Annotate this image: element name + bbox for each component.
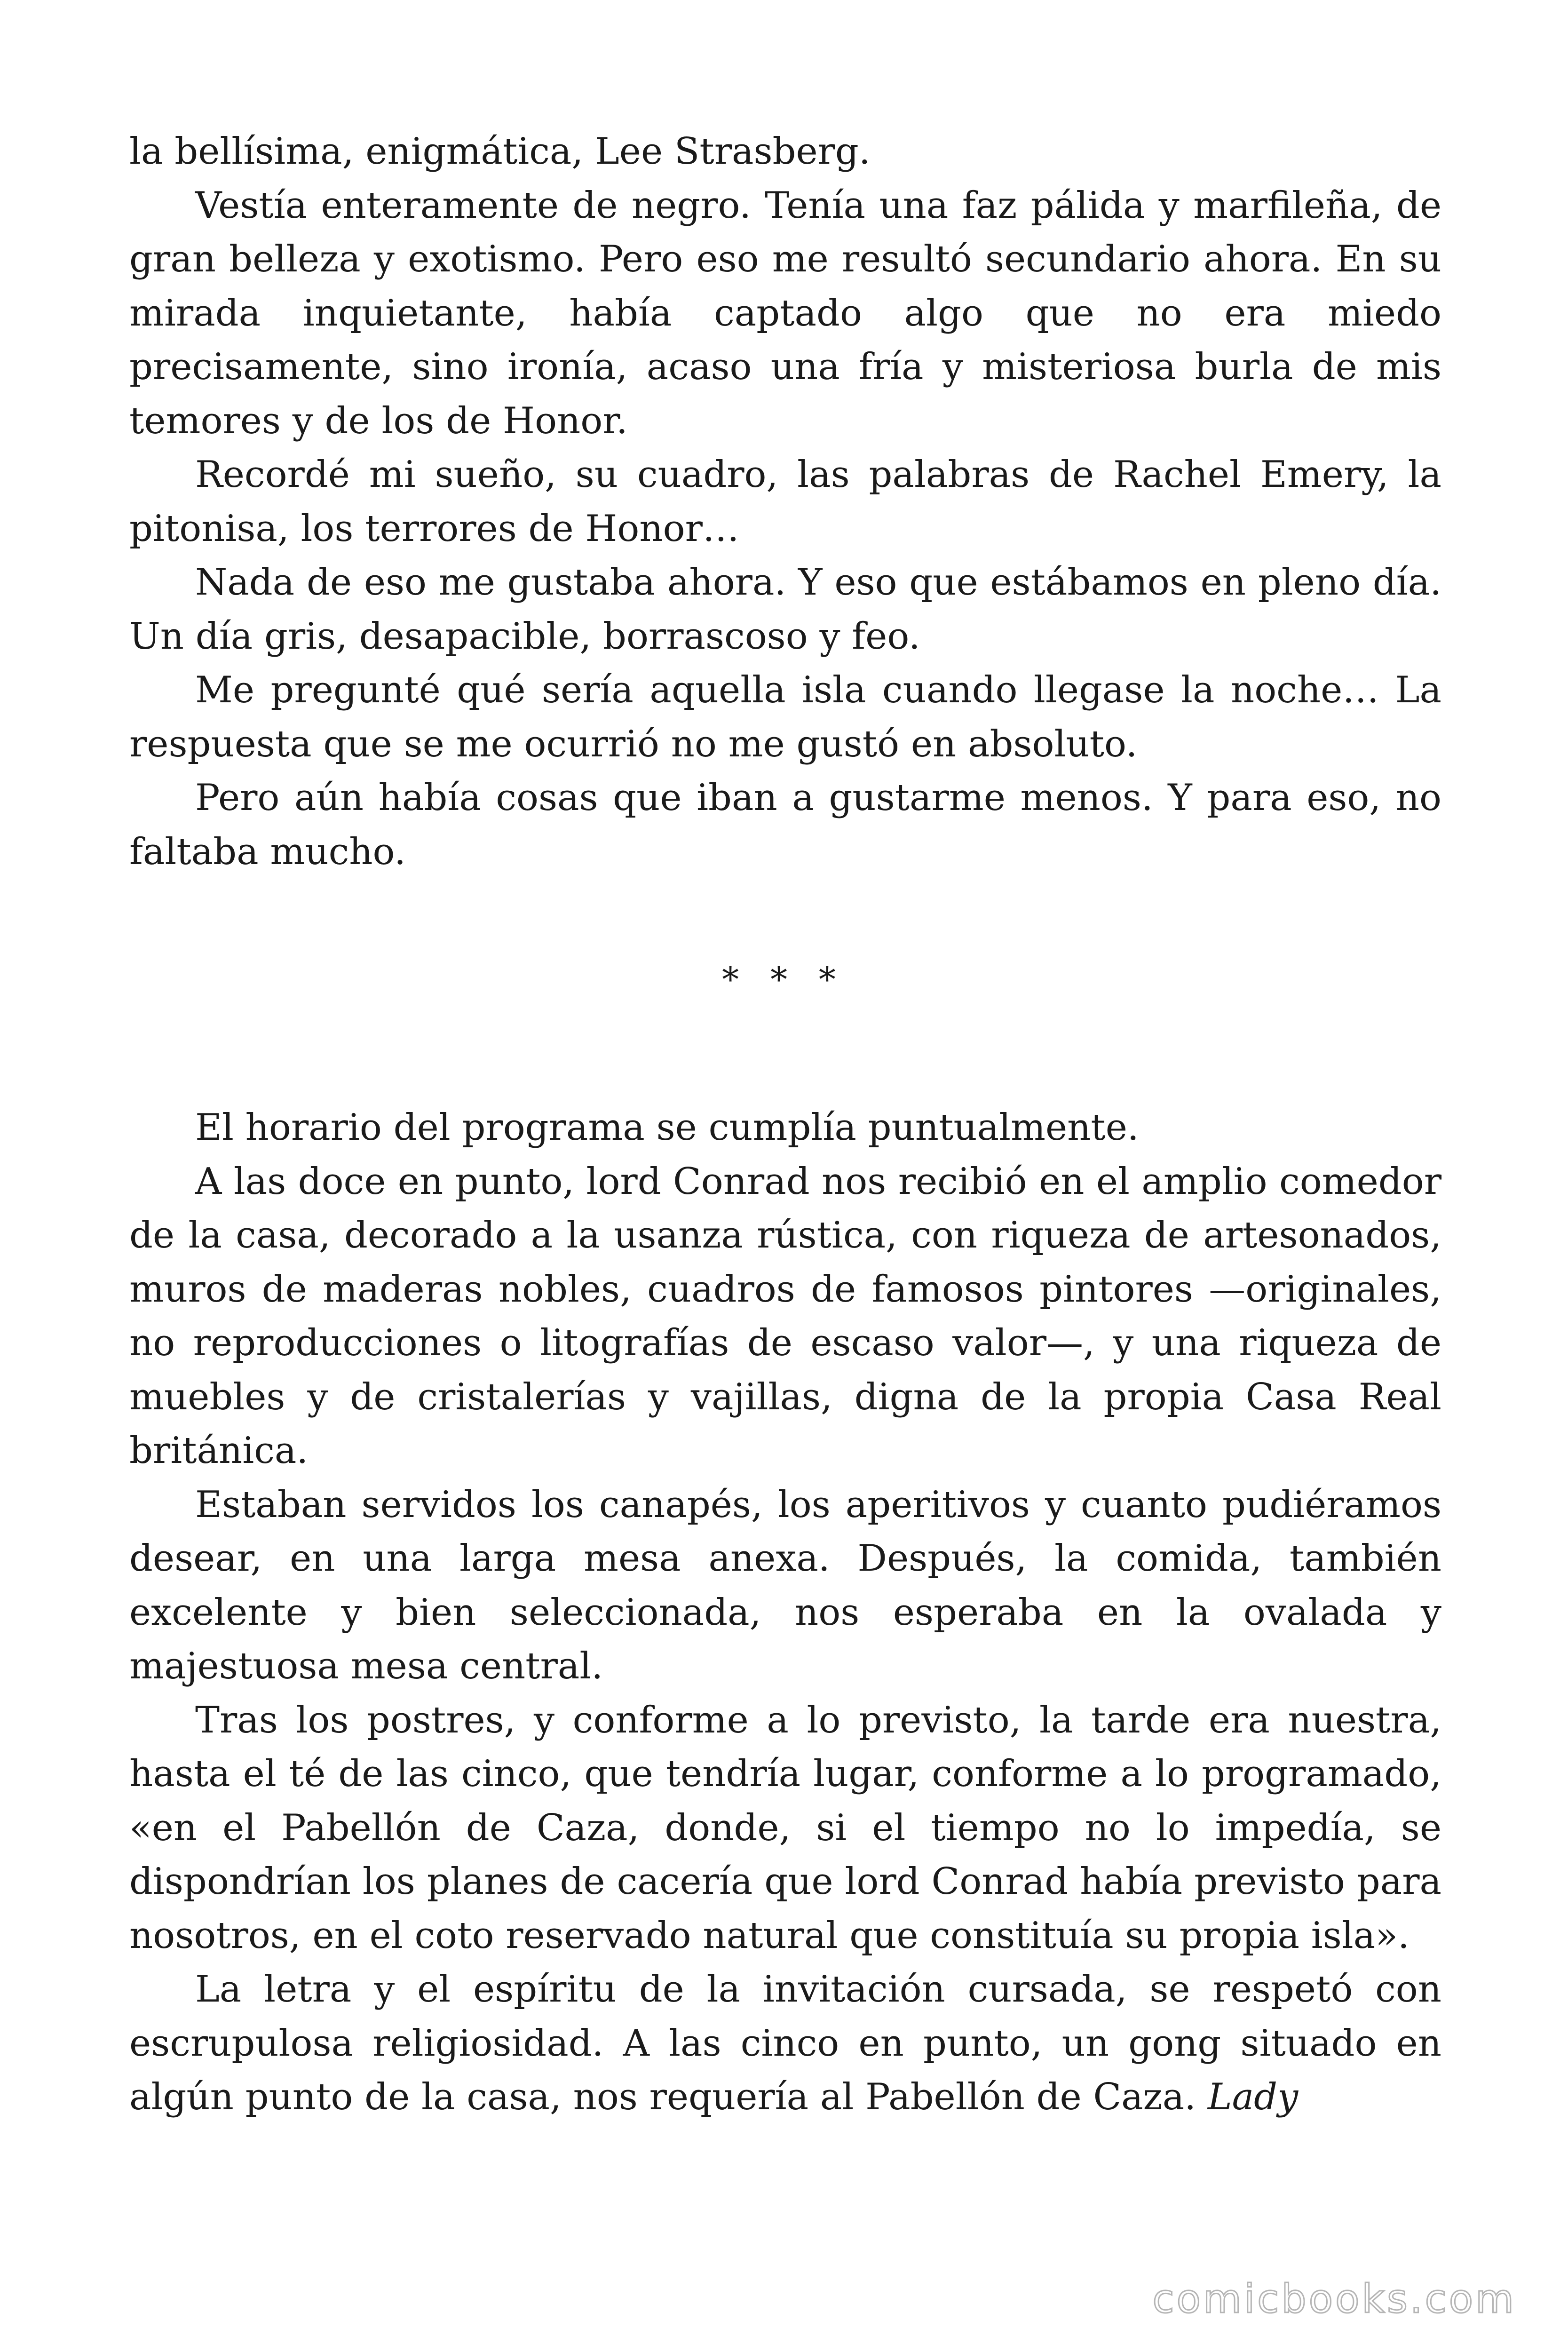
paragraph: Estaban servidos los canapés, los aperitivos y cuanto pudiéramos desear, en una larga mesa anexa. Después, la comida, también excelente y bien seleccionada, nos esperaba en la ovalada y majestuosa mesa central.: [129, 1483, 1441, 1687]
paragraph: El horario del programa se cumplía puntualmente.: [195, 1106, 1139, 1149]
section-separator: * * *: [722, 960, 846, 999]
paragraph: Vestía enteramente de negro. Tenía una faz pálida y marfileña, de gran belleza y exotismo. Pero eso me resultó secundario ahora. En su mirada inquietante, había captado algo que no era miedo precisamente, sino ironía, acaso una fría y misteriosa burla de mis temores y de los de Honor.: [129, 184, 1441, 442]
italic-word: Lady: [1207, 2076, 1299, 2118]
paragraph: Recordé mi sueño, su cuadro, las palabras de Rachel Emery, la pitonisa, los terrores de Honor…: [129, 453, 1441, 550]
paragraph-last-text: La letra y el espíritu de la invitación cursada, se respetó con escrupulosa religiosidad. A las cinco en punto, un gong situado en algún punto de la casa, nos requería al Pabellón de Caza.: [129, 1968, 1441, 2118]
watermark: comicbooks.com: [1152, 2276, 1516, 2322]
text-block-bottom: [129, 1101, 1441, 2124]
paragraph: Me pregunté qué sería aquella isla cuando llegase la noche… La respuesta que se me ocurrió no me gustó en absoluto.: [129, 669, 1441, 765]
paragraph-last: [129, 1963, 1441, 2124]
text-block-top: [129, 125, 1441, 879]
paragraph: Pero aún había cosas que iban a gustarme menos. Y para eso, no faltaba mucho.: [129, 777, 1441, 873]
paragraph: A las doce en punto, lord Conrad nos recibió en el amplio comedor de la casa, decorado a la usanza rústica, con riqueza de artesonados, muros de maderas nobles, cuadros de famosos pintores —originales, no reproducciones o litografías de escaso valor—, y una riqueza de muebles y de cristalerías y vajillas, digna de la propia Casa Real británica.: [129, 1160, 1441, 1472]
paragraph: Tras los postres, y conforme a lo previsto, la tarde era nuestra, hasta el té de las cinco, que tendría lugar, conforme a lo programado, «en el Pabellón de Caza, donde, si el tiempo no lo impedía, se dispondrían los planes de cacería que lord Conrad había previsto para nosotros, en el coto reservado natural que constituía su propia isla».: [129, 1699, 1441, 1957]
paragraph: Nada de eso me gustaba ahora. Y eso que estábamos en pleno día. Un día gris, desapacible, borrascoso y feo.: [129, 561, 1441, 658]
paragraph: la bellísima, enigmática, Lee Strasberg.: [129, 130, 871, 173]
